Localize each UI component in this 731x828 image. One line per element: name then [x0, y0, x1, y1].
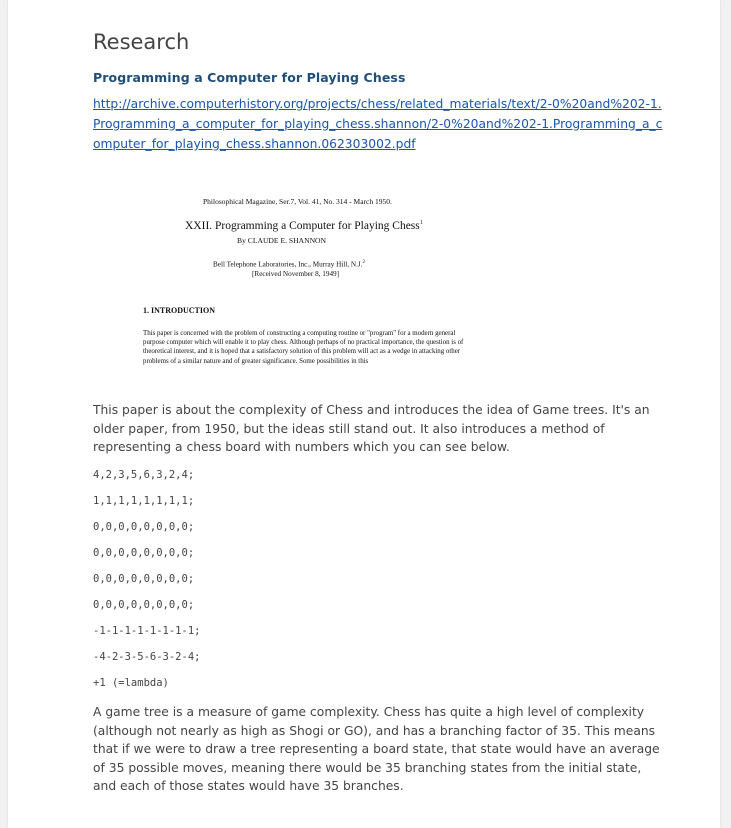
paper-section-heading: 1. INTRODUCTION — [143, 306, 216, 315]
paper-preview-image — [93, 190, 663, 375]
board-row: +1 (=lambda) — [93, 677, 169, 689]
body-paragraph-game-tree: A game tree is a measure of game complexity. Chess has quite a high level of complexity (although not nearly as high as Shogi or GO), and has a branching factor of 35. This means that if we were to draw a tree representing a board state, that state would have an average of 35 possible moves, meaning there would be 35 branching states from the initial state, and each of those states would have 35 branches. — [93, 705, 660, 793]
page-title: Research — [93, 30, 190, 54]
board-row: 0,0,0,0,0,0,0,0; — [93, 547, 195, 559]
paper-affiliation-text: Bell Telephone Laboratories, Inc., Murray Hill, N.J. — [213, 260, 363, 269]
board-row: 0,0,0,0,0,0,0,0; — [93, 521, 195, 533]
board-row: 0,0,0,0,0,0,0,0; — [93, 573, 195, 585]
board-row: 4,2,3,5,6,3,2,4; — [93, 469, 195, 481]
board-row: -1-1-1-1-1-1-1-1; — [93, 625, 201, 637]
section-heading: Programming a Computer for Playing Chess — [93, 70, 406, 85]
body-paragraph-intro: This paper is about the complexity of Chess and introduces the idea of Game trees. It's an older paper, from 1950, but the ideas still stand out. It also introduces a method of representing a chess board with numbers which you can see below. — [93, 403, 650, 454]
paper-pdf-link[interactable]: http://archive.computerhistory.org/projects/chess/related_materials/text/2-0%20and%202-1.Programming_a_computer_for_playing_chess.shannon/2-0%20and%202-1.Programming_a_computer_for_playing_chess.shannon.062303002.pdf — [93, 97, 663, 151]
paper-journal-line: Philosophical Magazine, Ser.7, Vol. 41, No. 314 - March 1950. — [203, 197, 392, 206]
document-page — [8, 0, 720, 828]
board-row: -4-2-3-5-6-3-2-4; — [93, 651, 201, 663]
paper-affiliation-footnote: 2 — [362, 260, 365, 265]
paper-paragraph: This paper is concerned with the problem of constructing a computing routine or "program" for a modern general purpose computer which will enable it to play chess. Although perhaps of no practical importance, the question is of theoretical interest, and it is hoped that a satisfactory solution of this problem will act as a wedge in attacking other problems of a similar nature and of greater significance. Some possibilities in this — [143, 330, 464, 365]
paper-title-text: XXII. Programming a Computer for Playing Chess — [185, 220, 420, 232]
paper-received: [Received November 8, 1949] — [252, 270, 340, 278]
paper-byline: By CLAUDE E. SHANNON — [237, 236, 327, 245]
paper-title-footnote: 1 — [419, 220, 423, 227]
board-row: 0,0,0,0,0,0,0,0; — [93, 599, 195, 611]
paper-title — [185, 220, 423, 232]
paper-affiliation — [213, 260, 365, 268]
board-row: 1,1,1,1,1,1,1,1; — [93, 495, 195, 507]
